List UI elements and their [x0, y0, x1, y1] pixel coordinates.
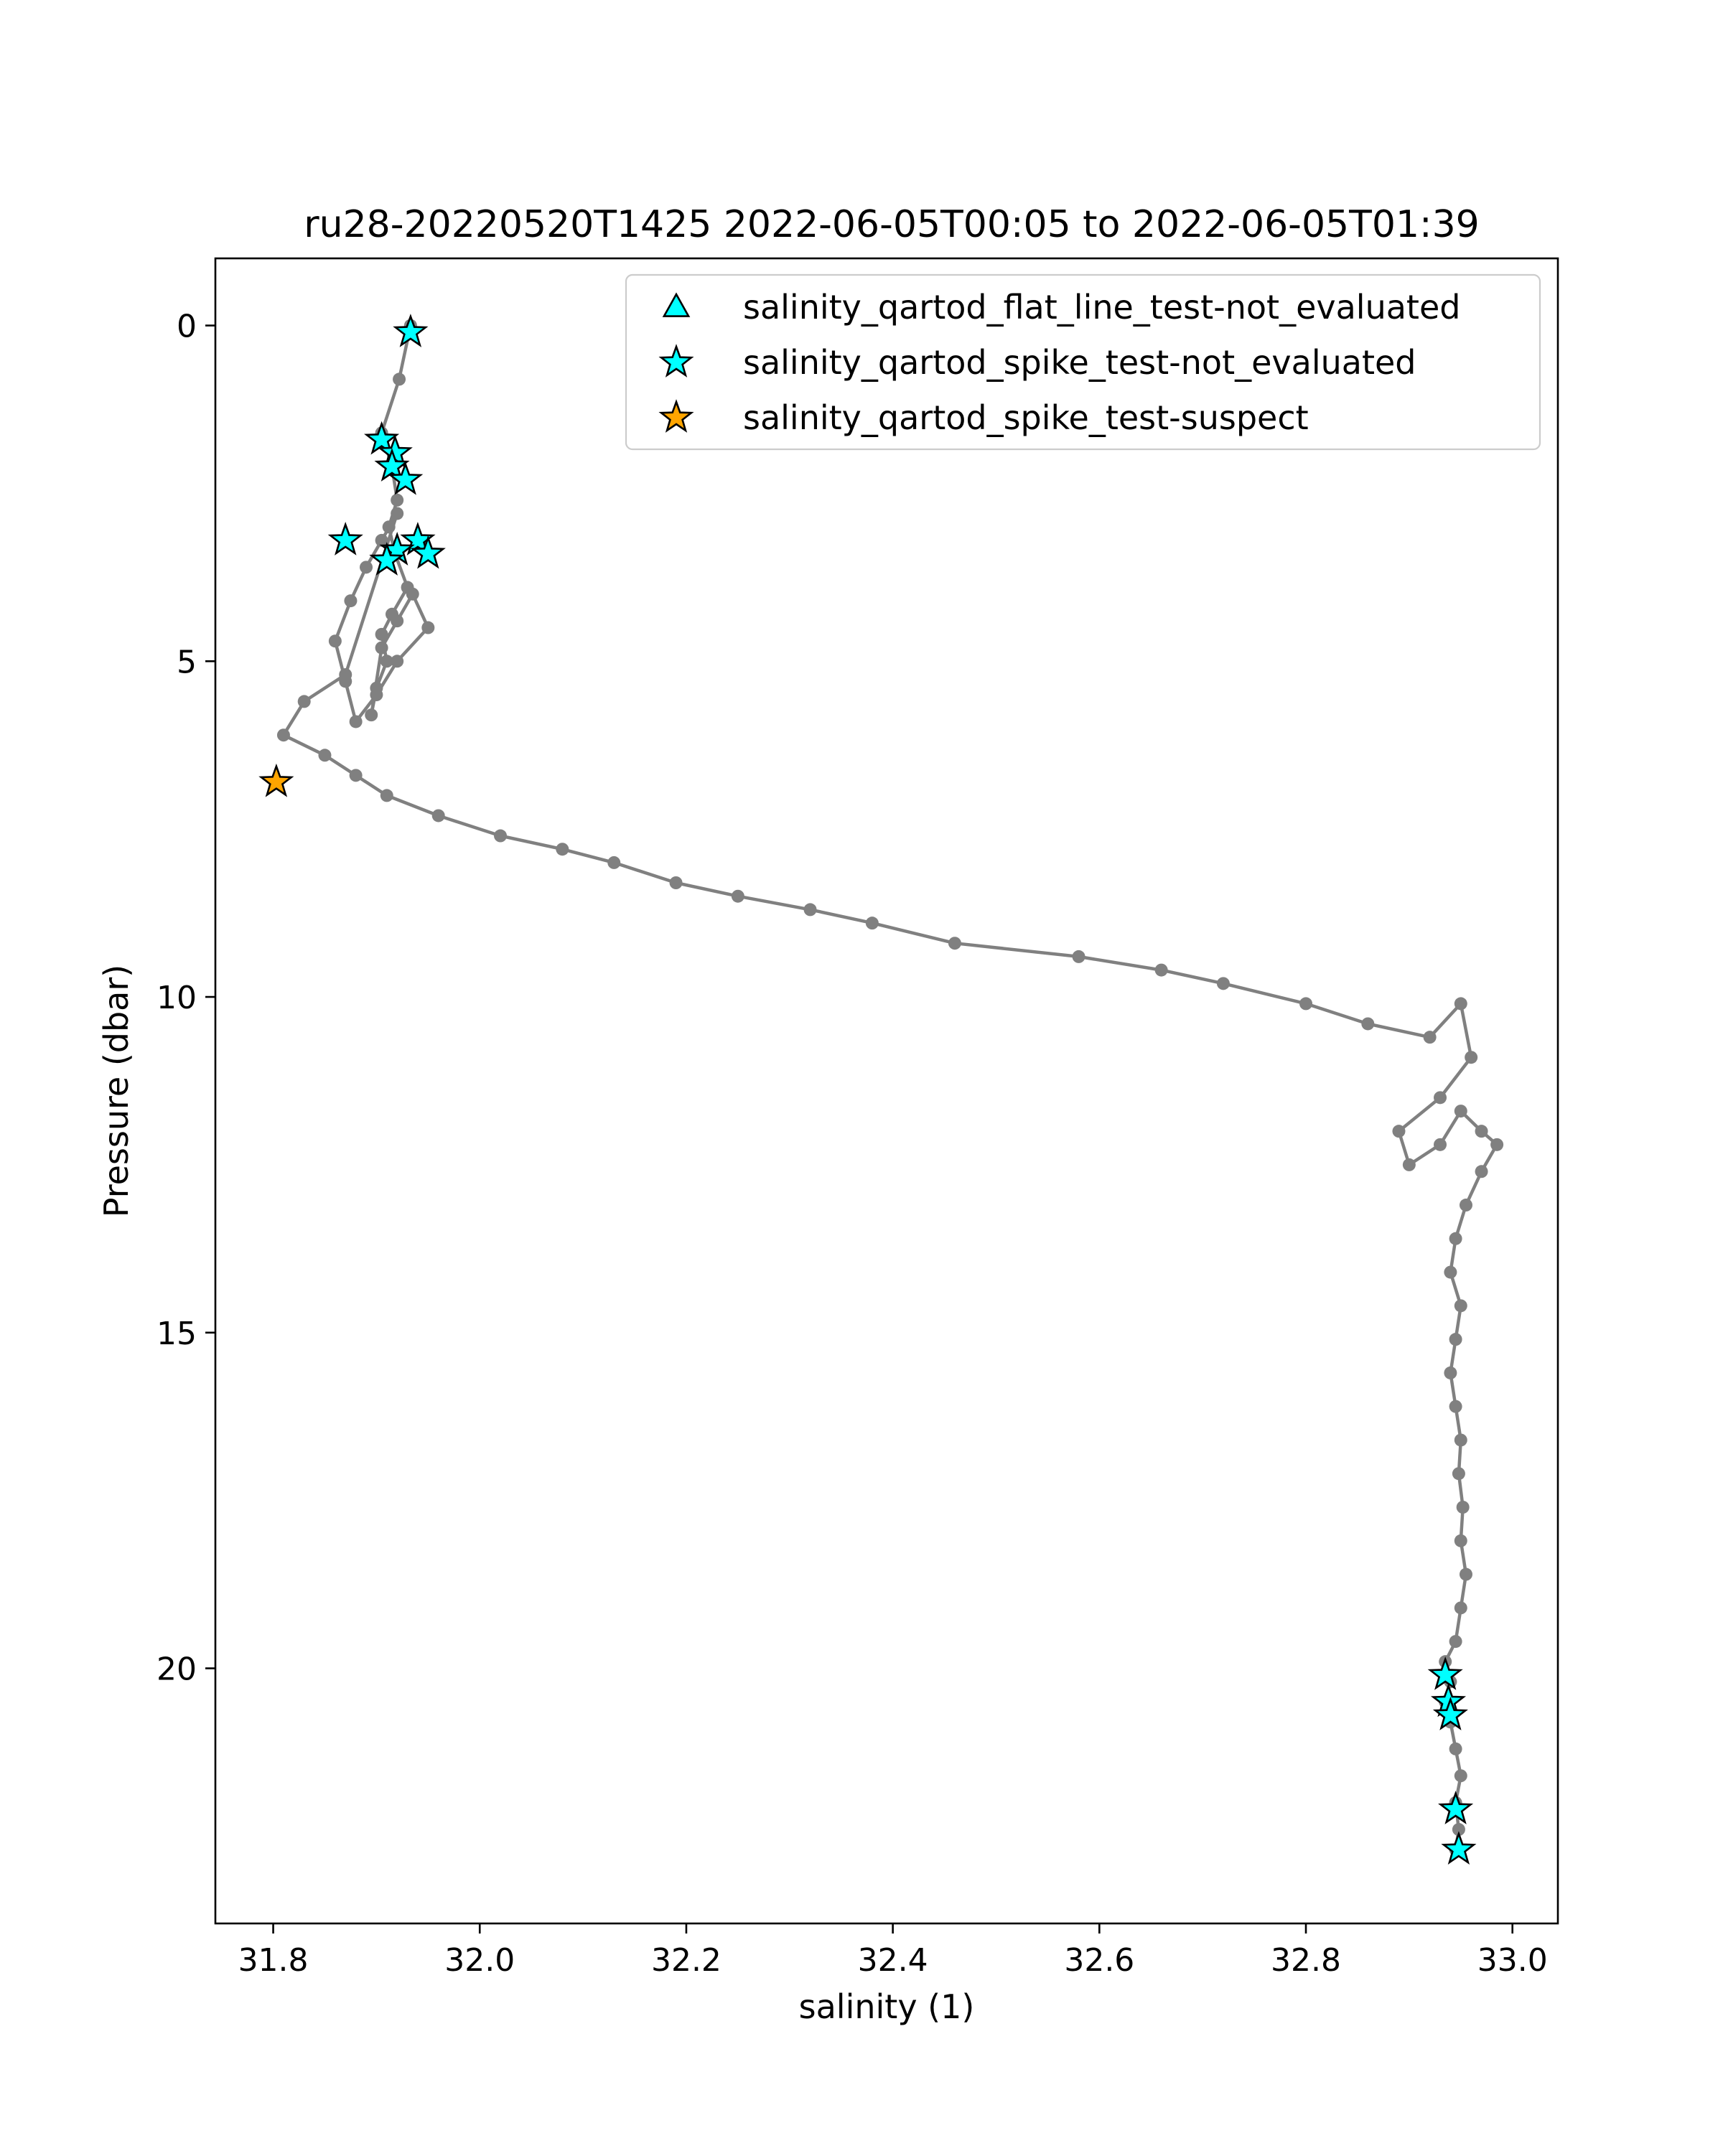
legend [626, 275, 1540, 449]
chart-title: ru28-20220520T1425 2022-06-05T00:05 to 2022-06-05T01:39 [304, 203, 1480, 246]
data-point [391, 507, 403, 520]
data-point [1449, 1333, 1462, 1346]
x-tick-label: 32.4 [857, 1942, 928, 1979]
x-tick-label: 32.2 [650, 1942, 722, 1979]
data-point [1155, 964, 1168, 977]
data-point [1434, 1138, 1447, 1151]
data-point [406, 588, 419, 601]
data-point [383, 520, 396, 533]
y-tick-label: 15 [157, 1315, 197, 1352]
y-axis-label: Pressure (dbar) [97, 964, 136, 1218]
data-point [732, 890, 744, 903]
data-point [670, 876, 683, 889]
x-tick-label: 32.8 [1271, 1942, 1341, 1979]
data-point [1361, 1017, 1374, 1030]
data-point [277, 728, 290, 741]
data-point [1454, 1601, 1467, 1614]
data-point [804, 903, 817, 916]
data-point [1392, 1125, 1405, 1138]
plot-area [215, 258, 1558, 1923]
x-tick-label: 33.0 [1477, 1942, 1548, 1979]
data-point [350, 715, 363, 728]
data-point [1454, 1105, 1467, 1117]
data-point [1449, 1400, 1462, 1413]
data-point [1299, 997, 1312, 1010]
x-tick-label: 31.8 [238, 1942, 309, 1979]
data-point [948, 937, 961, 950]
y-tick-label: 10 [157, 980, 197, 1017]
data-point [1454, 1534, 1467, 1547]
x-tick-label: 32.0 [444, 1942, 515, 1979]
data-point [1449, 1635, 1462, 1648]
data-point [339, 668, 352, 681]
data-point [1454, 1433, 1467, 1446]
data-point [1460, 1199, 1472, 1211]
data-point [1403, 1158, 1416, 1171]
data-point [391, 655, 403, 667]
data-point [1490, 1138, 1503, 1151]
x-tick-label: 32.6 [1064, 1942, 1135, 1979]
data-point [1454, 1299, 1467, 1312]
data-point [391, 614, 403, 627]
data-point [298, 695, 311, 708]
data-point [1452, 1467, 1465, 1480]
y-tick-label: 0 [177, 308, 197, 345]
y-tick-label: 5 [177, 644, 197, 681]
data-point [1444, 1367, 1457, 1379]
data-point [1465, 1051, 1477, 1064]
data-point [1217, 977, 1230, 990]
data-point [432, 809, 445, 822]
data-point [1073, 950, 1085, 963]
data-point [375, 628, 388, 641]
data-point [360, 561, 373, 573]
data-point [393, 372, 406, 385]
data-point [1434, 1091, 1447, 1104]
legend-label: salinity_qartod_spike_test-suspect [743, 398, 1309, 437]
plot-background [215, 258, 1558, 1923]
data-point [329, 634, 342, 647]
data-point [1449, 1743, 1462, 1756]
data-point [556, 843, 569, 856]
data-point [344, 594, 357, 607]
data-point [350, 769, 363, 782]
data-point [1460, 1568, 1472, 1581]
data-point [1454, 997, 1467, 1010]
data-point [370, 688, 383, 701]
data-point [380, 789, 393, 802]
data-point [1475, 1165, 1488, 1178]
y-tick-label: 20 [157, 1651, 197, 1688]
data-point [1444, 1266, 1457, 1279]
data-point [365, 708, 378, 721]
data-point [1424, 1031, 1437, 1044]
data-point [391, 494, 403, 507]
data-point [866, 917, 879, 929]
data-point [1457, 1501, 1470, 1514]
data-point [494, 830, 507, 843]
data-point [421, 622, 434, 634]
data-point [375, 642, 388, 655]
legend-label: salinity_qartod_flat_line_test-not_evaluated [743, 288, 1461, 327]
data-point [1475, 1125, 1488, 1138]
x-axis-label: salinity (1) [798, 1987, 975, 2026]
data-point [1449, 1232, 1462, 1245]
data-point [607, 856, 620, 869]
data-point [1454, 1769, 1467, 1782]
legend-label: salinity_qartod_spike_test-not_evaluated [743, 343, 1416, 382]
data-point [318, 749, 331, 761]
